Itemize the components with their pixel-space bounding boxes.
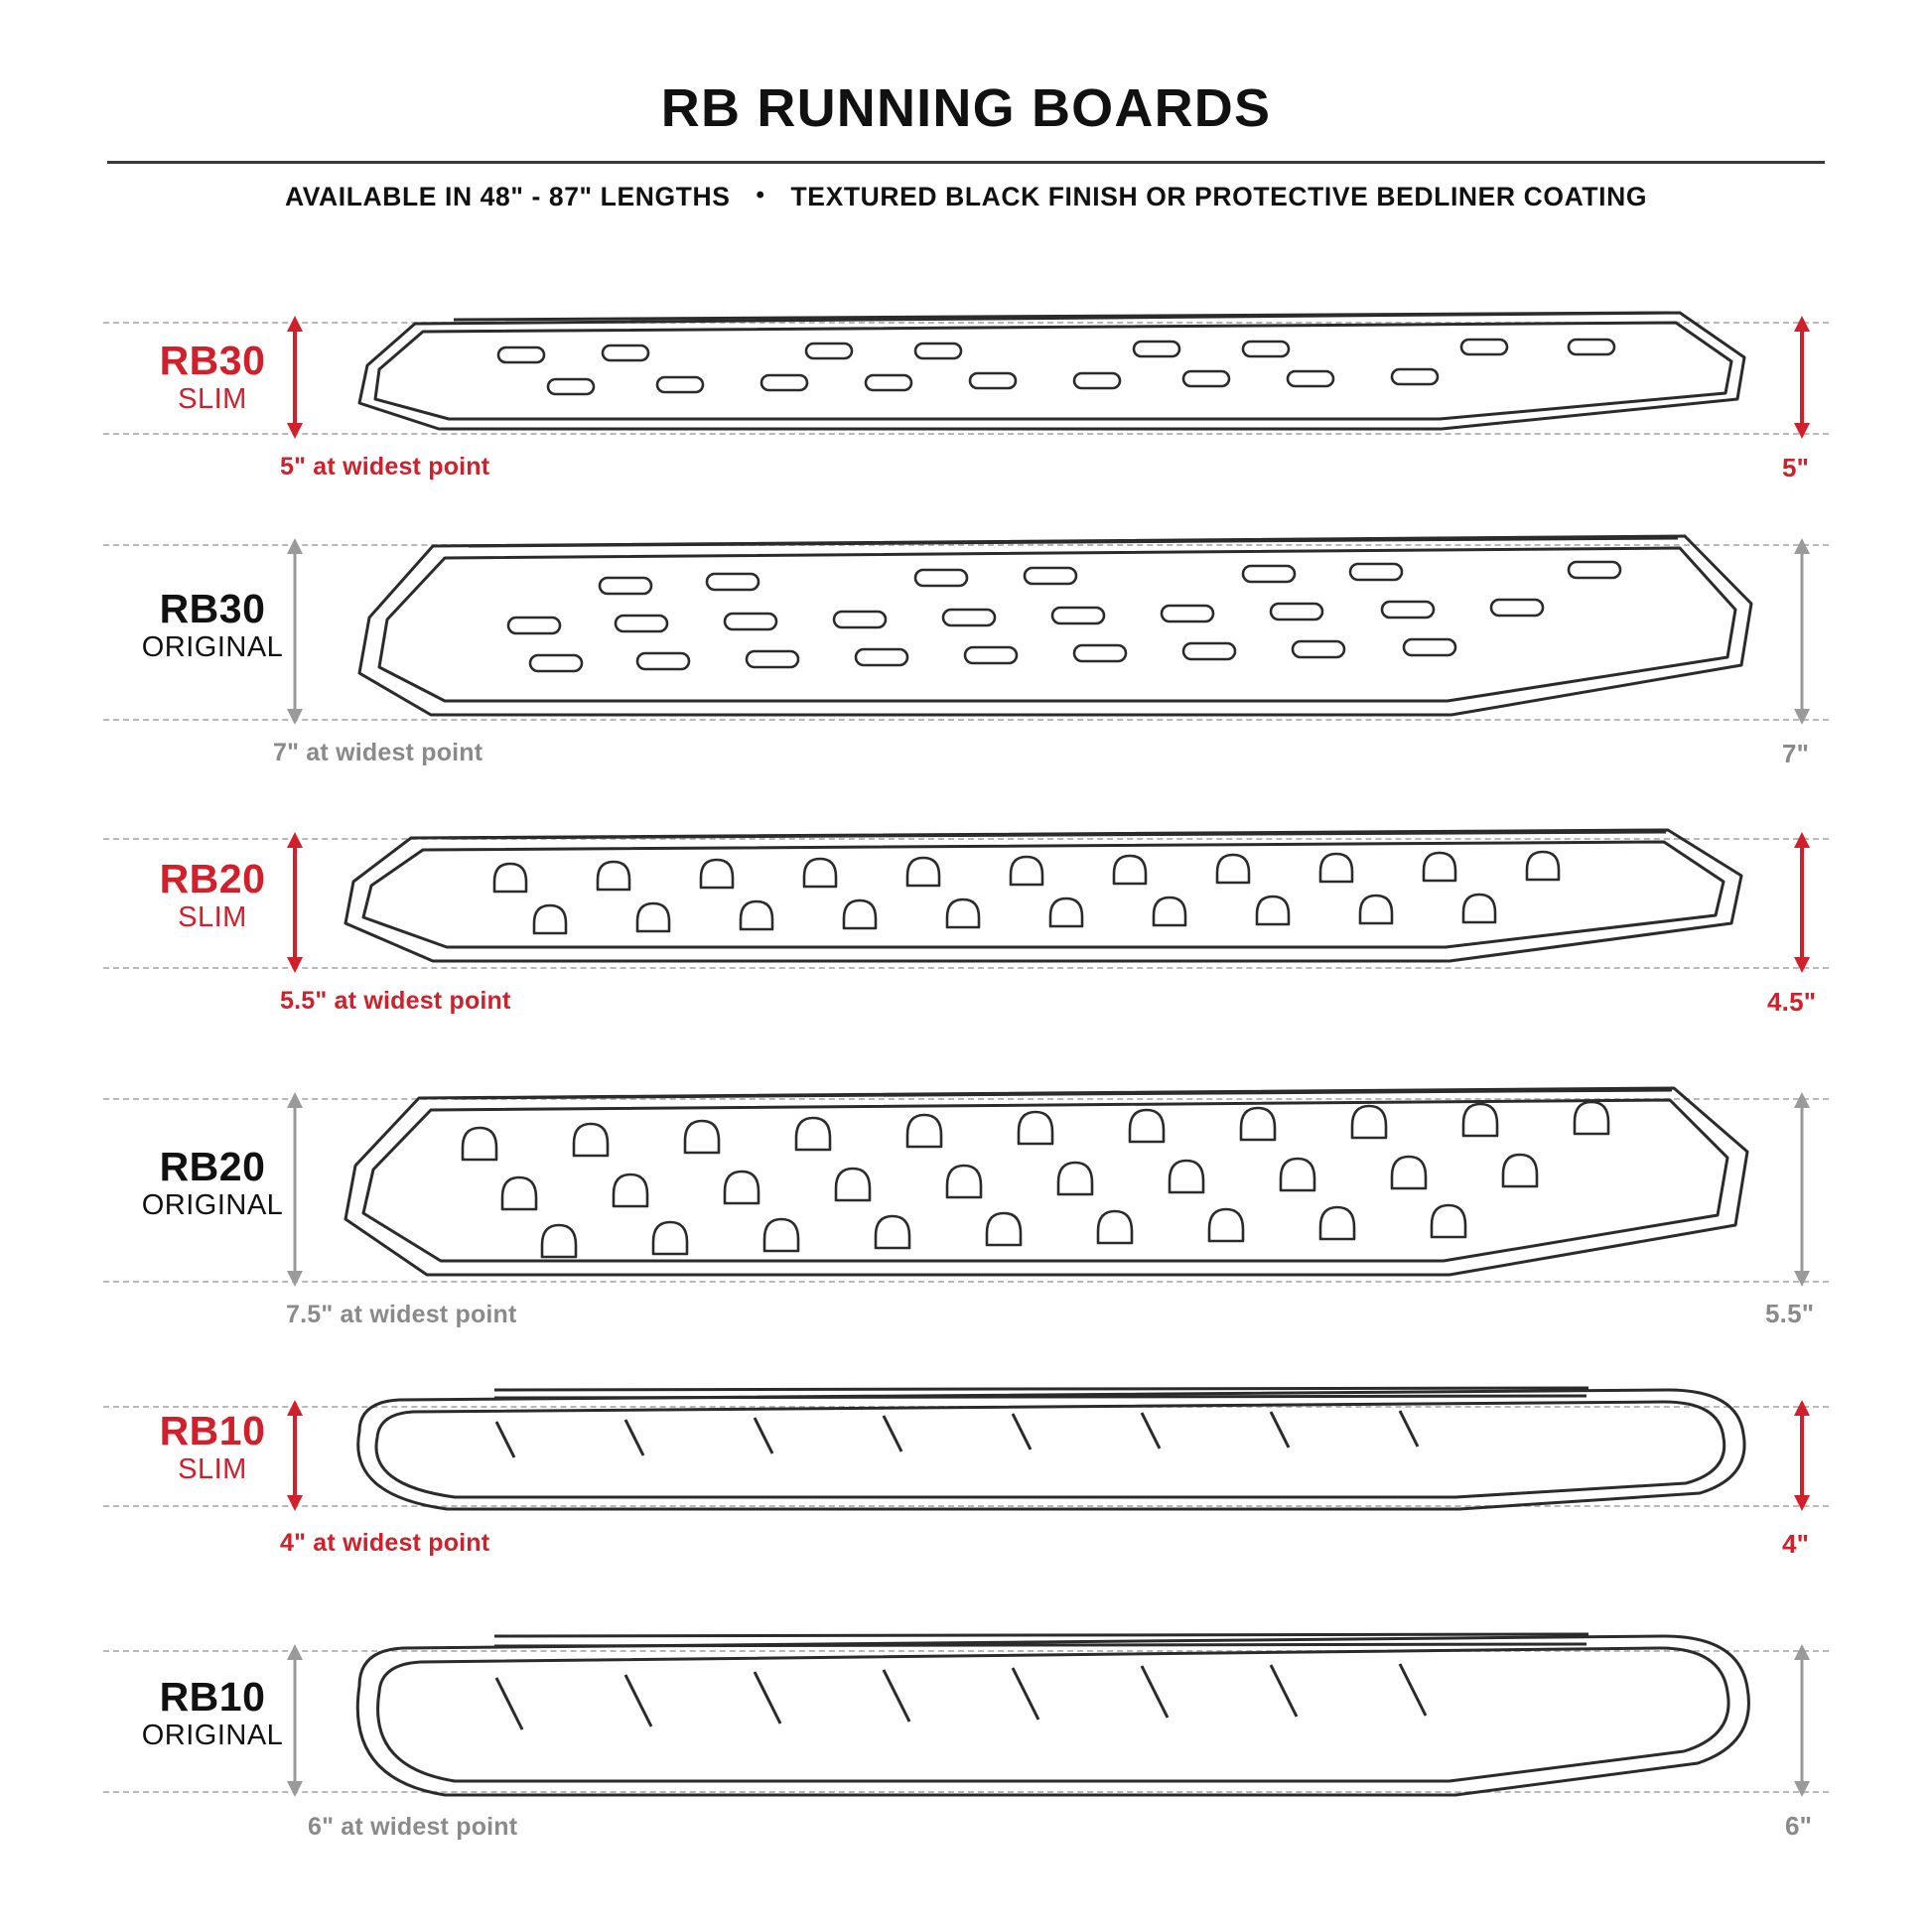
model-variant: ORIGINAL — [141, 631, 284, 664]
height-note: 4.5" — [1767, 987, 1817, 1017]
width-note: 6" at widest point — [308, 1813, 518, 1841]
subtitle-separator-dot: • — [756, 181, 765, 208]
board-row-rb10-slim — [0, 1358, 1932, 1606]
board-illustration-rb10-slim — [338, 1386, 1767, 1525]
left-dimension-arrow — [280, 538, 310, 725]
width-note: 7" at widest point — [273, 739, 483, 766]
height-note: 4" — [1782, 1529, 1810, 1559]
header — [0, 0, 1932, 212]
model-name: RB20 — [159, 856, 266, 901]
board-illustration-rb10-original — [338, 1630, 1767, 1819]
model-name: RB30 — [159, 338, 266, 383]
board-illustration-rb30-slim — [349, 308, 1759, 457]
height-note: 5" — [1782, 453, 1810, 483]
right-dimension-arrow — [1787, 1644, 1817, 1797]
model-variant: SLIM — [178, 901, 247, 934]
board-row-rb10-original — [0, 1606, 1932, 1872]
height-note: 5.5" — [1765, 1299, 1815, 1328]
board-rows — [0, 258, 1932, 1872]
width-note: 5.5" at widest point — [280, 987, 511, 1015]
right-dimension-arrow — [1787, 1092, 1817, 1287]
left-dimension-arrow — [280, 316, 310, 439]
left-dimension-arrow — [280, 1400, 310, 1511]
left-dimension-arrow — [280, 1644, 310, 1797]
model-variant: ORIGINAL — [141, 1720, 284, 1752]
model-name: RB20 — [159, 1144, 266, 1189]
height-note: 6" — [1785, 1811, 1813, 1841]
board-row-rb30-original — [0, 504, 1932, 790]
board-row-rb20-slim — [0, 790, 1932, 1060]
left-dimension-arrow — [280, 1092, 310, 1287]
board-illustration-rb20-slim — [338, 820, 1767, 989]
width-note: 4" at widest point — [280, 1529, 490, 1557]
width-note: 7.5" at widest point — [286, 1301, 517, 1328]
right-dimension-arrow — [1787, 538, 1817, 725]
height-note: 7" — [1782, 739, 1810, 768]
subtitle-lengths: AVAILABLE IN 48" - 87" LENGTHS — [284, 182, 731, 211]
header-subtitle — [107, 164, 1825, 212]
subtitle-finish: TEXTURED BLACK FINISH OR PROTECTIVE BEDLINER COATING — [790, 182, 1648, 211]
page-title: RB RUNNING BOARDS — [660, 78, 1272, 138]
width-note: 5" at widest point — [280, 453, 490, 481]
board-row-rb30-slim — [0, 258, 1932, 504]
right-dimension-arrow — [1787, 316, 1817, 439]
board-row-rb20-original — [0, 1060, 1932, 1358]
model-variant: SLIM — [178, 383, 247, 416]
model-name: RB10 — [159, 1674, 266, 1720]
model-name: RB30 — [159, 586, 266, 631]
right-dimension-arrow — [1787, 1400, 1817, 1511]
model-name: RB10 — [159, 1408, 266, 1453]
right-dimension-arrow — [1787, 832, 1817, 973]
left-dimension-arrow — [280, 832, 310, 973]
model-variant: ORIGINAL — [141, 1189, 284, 1222]
board-illustration-rb20-original — [338, 1080, 1767, 1309]
model-variant: SLIM — [178, 1453, 247, 1486]
board-illustration-rb30-original — [349, 526, 1759, 740]
